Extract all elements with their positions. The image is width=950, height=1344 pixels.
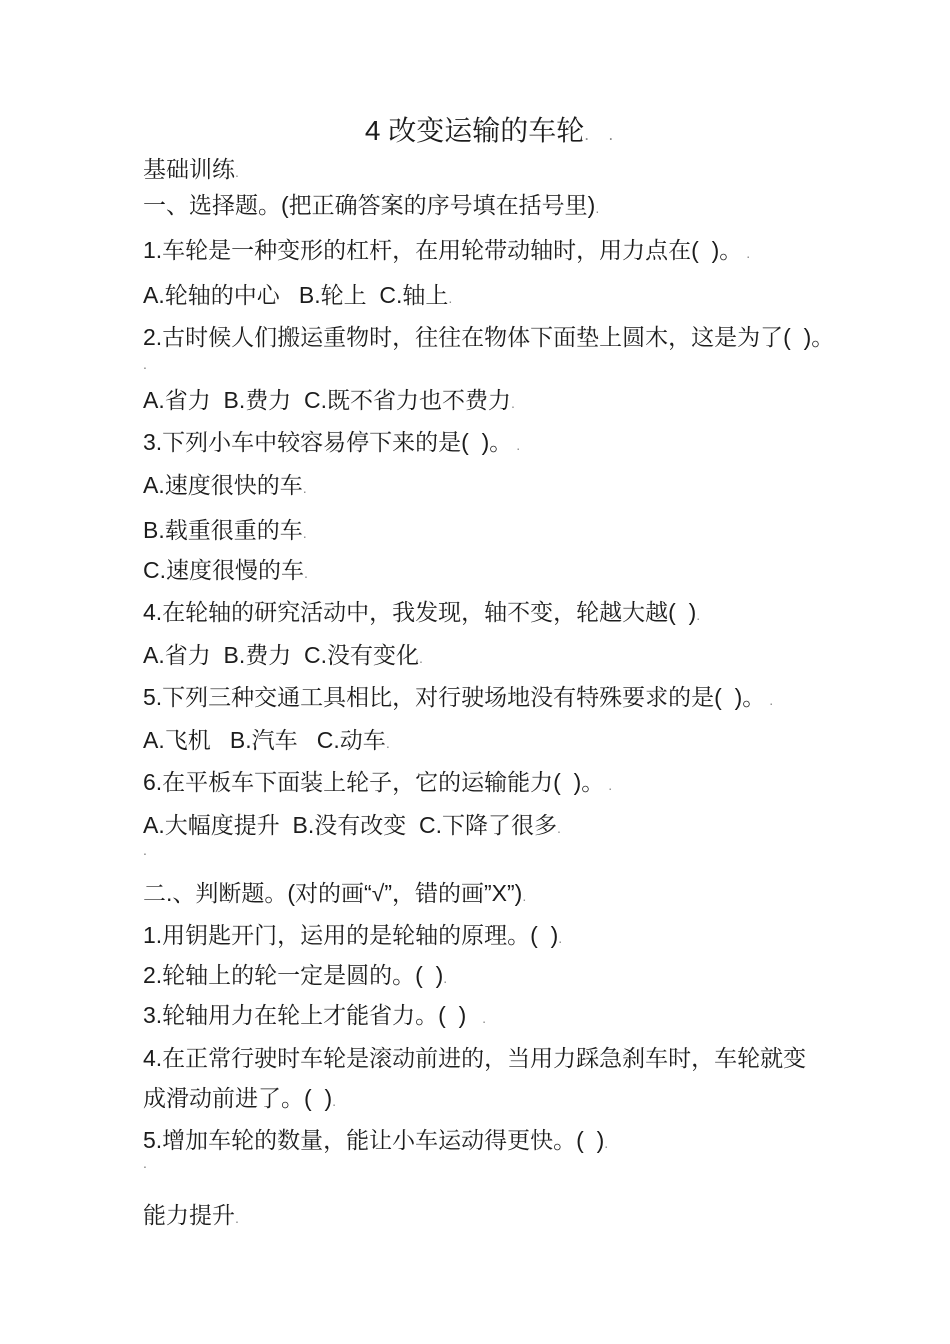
question-line: [143, 1083, 336, 1117]
line-text: 2.轮轴上的轮一定是圆的。( ): [143, 962, 444, 988]
line-text: 5.增加车轮的数量，能让小车运动得更快。( ): [143, 1127, 605, 1153]
trailing-artifact-dot: .: [512, 438, 521, 454]
line-text: .: [143, 842, 147, 858]
section-heading: [143, 1200, 239, 1234]
trailing-artifact-dot: .: [466, 1011, 487, 1027]
trailing-artifact-dot: .: [557, 821, 561, 837]
options-line: [143, 810, 561, 844]
line-text: B.载重很重的车: [143, 517, 303, 543]
options-line: [143, 515, 307, 549]
options-line: [143, 725, 390, 759]
trailing-artifact-dot: .: [604, 1136, 609, 1152]
trailing-artifact-dot: .: [448, 291, 453, 307]
line-text: .: [143, 1155, 147, 1171]
trailing-artifact-dot: .: [604, 778, 613, 794]
options-line: [143, 640, 423, 674]
trailing-artifact-dot: .: [742, 246, 751, 262]
line-text: 基础训练: [143, 156, 235, 182]
question-line: [143, 1043, 806, 1073]
title-artifact-dots: . .: [584, 124, 614, 144]
line-text: A.飞机 B.汽车 C.动车: [143, 727, 386, 753]
line-text: A.大幅度提升 B.没有改变 C.下降了很多: [143, 812, 558, 838]
line-text: C.速度很慢的车: [143, 557, 304, 583]
trailing-artifact-dot: .: [235, 165, 239, 181]
line-text: 1.车轮是一种变形的杠杆，在用轮带动轴时，用力点在( )。: [143, 237, 743, 263]
section-heading: [143, 154, 239, 188]
line-text: A.省力 B.费力 C.既不省力也不费力: [143, 387, 512, 413]
question-line: [143, 1000, 486, 1034]
trailing-artifact-dot: .: [302, 526, 307, 542]
options-line: [143, 385, 515, 419]
line-text: 3.轮轴用力在轮上才能省力。( ): [143, 1002, 467, 1028]
artifact-dot: [143, 1156, 147, 1170]
section-heading: [143, 190, 599, 224]
line-text: 2.古时候人们搬运重物时，往往在物体下面垫上圆木，这是为了( )。: [143, 324, 835, 350]
line-text: A.轮轴的中心 B.轮上 C.轴上: [143, 282, 449, 308]
line-text: 3.下列小车中较容易停下来的是( )。: [143, 429, 513, 455]
line-text: 4.在正常行驶时车轮是滚动前进的，当用力踩急刹车时，车轮就变: [143, 1045, 807, 1071]
line-text: 6.在平板车下面装上轮子，它的运输能力( )。: [143, 769, 605, 795]
trailing-artifact-dot: .: [304, 566, 308, 582]
question-line: [143, 322, 834, 352]
trailing-artifact-dot: .: [595, 201, 600, 217]
trailing-artifact-dot: .: [385, 736, 390, 752]
trailing-artifact-dot: .: [765, 693, 774, 709]
options-line: [143, 280, 452, 314]
line-text: A.省力 B.费力 C.没有变化: [143, 642, 420, 668]
document-title-text: 4 改变运输的车轮: [364, 115, 585, 146]
question-line: [143, 960, 447, 994]
trailing-artifact-dot: .: [443, 971, 448, 987]
artifact-dot: [143, 357, 147, 371]
trailing-artifact-dot: .: [558, 931, 563, 947]
question-line: [143, 682, 773, 716]
options-line: [143, 555, 308, 589]
line-text: 1.用钥匙开门，运用的是轮轴的原理。( ): [143, 922, 559, 948]
question-line: [143, 427, 520, 461]
line-text: .: [143, 356, 147, 372]
trailing-artifact-dot: .: [302, 481, 307, 497]
question-line: [143, 1125, 608, 1159]
line-text: 成滑动前进了。( ): [143, 1085, 333, 1111]
artifact-dot: [143, 843, 147, 857]
trailing-artifact-dot: .: [696, 608, 701, 624]
trailing-artifact-dot: .: [419, 651, 423, 667]
trailing-artifact-dot: .: [332, 1094, 337, 1110]
line-text: 4.在轮轴的研究活动中，我发现，轴不变，轮越大越( ): [143, 599, 697, 625]
options-line: [143, 470, 307, 504]
line-text: A.速度很快的车: [143, 472, 303, 498]
line-text: 能力提升: [143, 1202, 235, 1228]
trailing-artifact-dot: .: [522, 889, 527, 905]
question-line: [143, 235, 750, 269]
line-text: 一、选择题。(把正确答案的序号填在括号里): [143, 192, 596, 218]
line-text: 5.下列三种交通工具相比，对行驶场地没有特殊要求的是( )。: [143, 684, 766, 710]
document-title: [14, 114, 950, 151]
line-text: 二.、判断题。(对的画“√”，错的画”X”): [143, 880, 523, 906]
trailing-artifact-dot: .: [511, 396, 515, 412]
section-heading: [143, 878, 526, 912]
question-line: [143, 597, 700, 631]
question-line: [143, 767, 612, 801]
question-line: [143, 920, 562, 954]
trailing-artifact-dot: .: [235, 1211, 239, 1227]
